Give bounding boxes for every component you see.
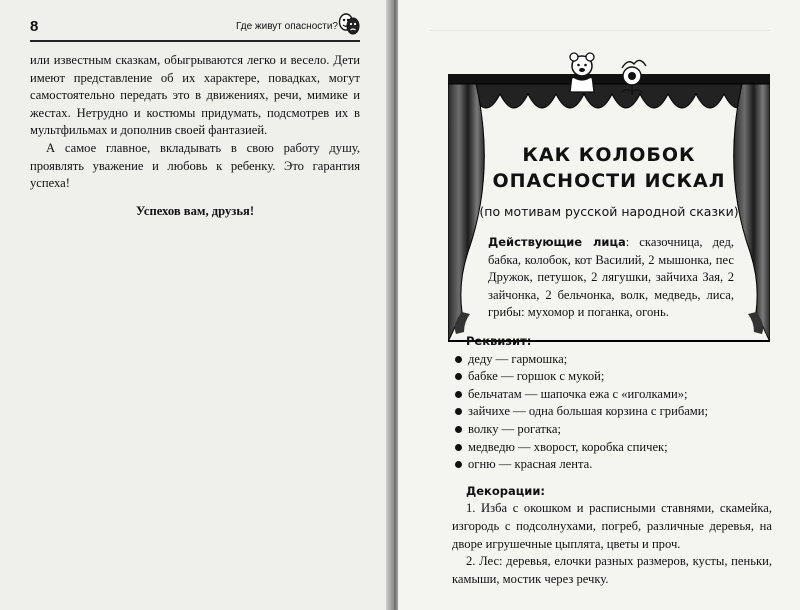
bullet-icon	[455, 391, 462, 398]
bullet-icon	[455, 373, 462, 380]
props-heading: Реквизит:	[466, 334, 532, 348]
play-title-line-2: ОПАСНОСТИ ИСКАЛ	[492, 170, 726, 192]
list-item: волку — рогатка;	[452, 421, 772, 439]
play-title-line-1: КАК КОЛОБОК	[522, 144, 696, 166]
bullet-icon	[455, 426, 462, 433]
page-number: 8	[30, 18, 39, 35]
bear-figure	[566, 53, 598, 92]
list-item: зайчихе — одна большая корзина с грибами;	[452, 403, 772, 421]
list-item: медведю — хворост, коробка спичек;	[452, 439, 772, 457]
list-item: бабке — горшок с мукой;	[452, 368, 772, 386]
cast-label: Действующие лица	[488, 235, 626, 249]
right-body-text	[452, 333, 772, 588]
left-body-text	[30, 52, 360, 220]
cast-list	[488, 234, 734, 322]
bullet-icon	[455, 444, 462, 451]
list-item: деду — гармошка;	[452, 351, 772, 369]
decor-heading: Декорации:	[466, 483, 545, 498]
bullet-icon	[455, 356, 462, 363]
page-header	[30, 18, 360, 42]
header-rule-faded	[430, 30, 770, 31]
decor-paragraph: 1. Изба с окошком и расписными ставнями, скамейка, изгородь с подсолнухами, погреб, различные деревья, на дворе игрушечные цыплята, цветы и проч.	[452, 501, 772, 551]
bullet-icon	[455, 461, 462, 468]
closing-line: Успехов вам, друзья!	[135, 203, 255, 218]
props-list	[452, 351, 772, 474]
decor-paragraph: 2. Лес: деревья, елочки разных размеров, кусты, пеньки, камыши, мостик через речку.	[452, 554, 772, 586]
play-subtitle: (по мотивам русской народной сказки)	[479, 204, 739, 219]
cast-text: : сказочница, дед, бабка, колобок, кот Василий, 2 мышонка, пес Дружок, петушок, 2 лягушки, зайчиха Зая, 2 зайчонка, 2 бельчонка, волк, медведь, лиса, грибы: мухомор и поганка, огонь.	[488, 235, 734, 320]
bullet-icon	[455, 408, 462, 415]
list-item: огню — красная лента.	[452, 456, 772, 474]
paragraph: или известным сказкам, обыгрываются легко и весело. Дети имеют представление об их характере, повадках, могут самостоятельно передать это в движениях, речи, мимике и жестах. Нетрудно и костюмы придумать, подсмотрев их в мультфильмах и дополнив своей фантазией.	[30, 53, 360, 138]
list-item: бельчатам — шапочка ежа с «иголками»;	[452, 386, 772, 404]
paragraph: А самое главное, вкладывать в свою работу душу, проявлять уважение и любовь к ребенку. Это гарантия успеха!	[30, 140, 360, 191]
running-title: Где живут опасности?	[236, 21, 338, 32]
theatre-masks-icon	[338, 12, 360, 36]
theatre-stage-frame	[448, 52, 770, 342]
left-page	[0, 0, 392, 610]
